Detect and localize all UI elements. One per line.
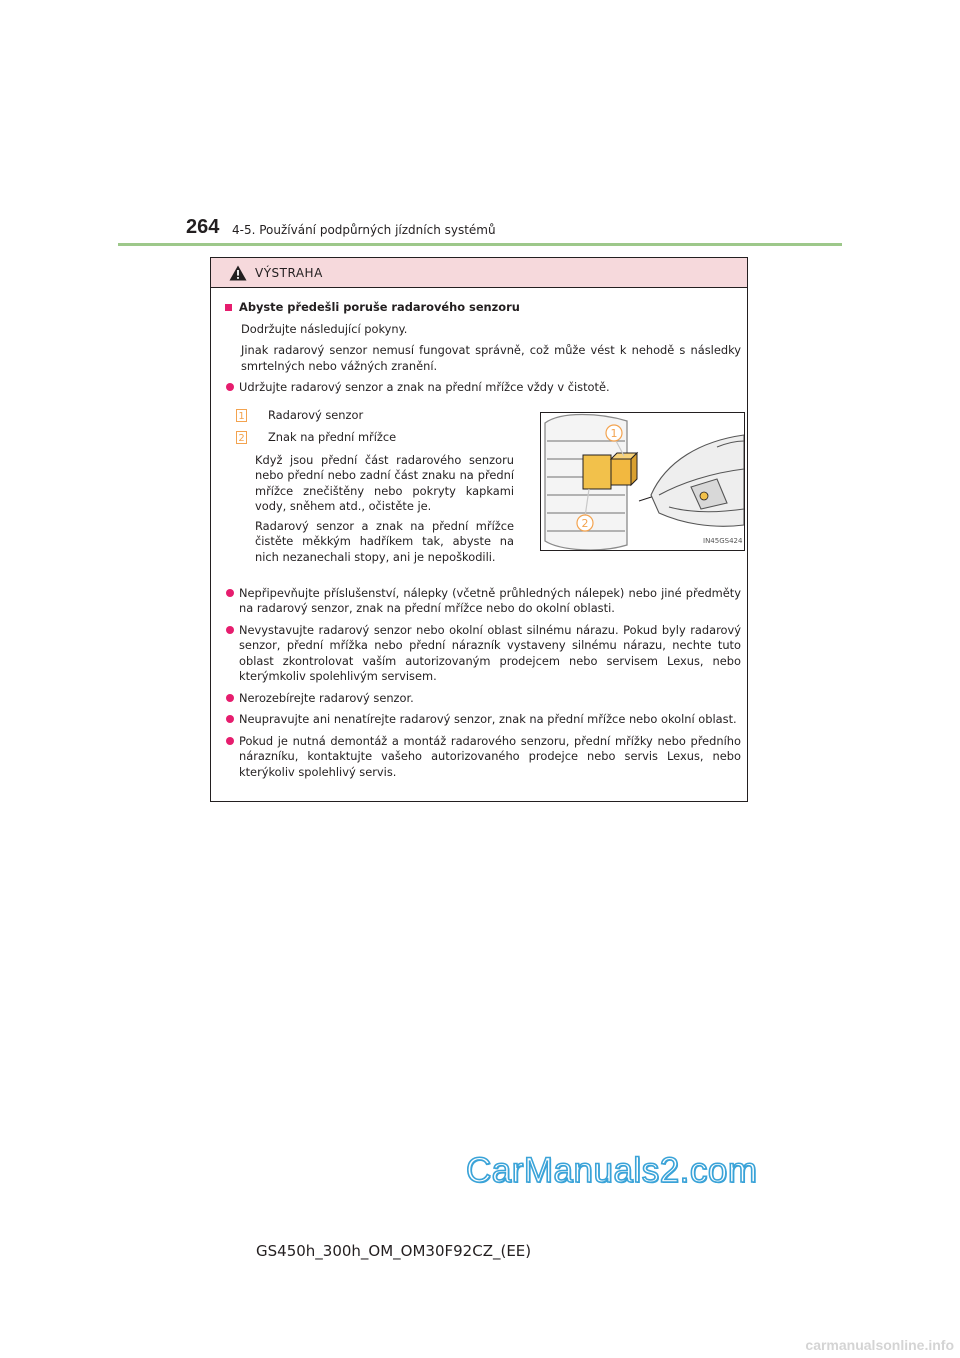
list-item-text: Neupravujte ani nenatírejte radarový senzor, znak na přední mřížce nebo okolní oblast.	[239, 712, 737, 726]
instruction-paragraph: Dodržujte následující pokyny.	[241, 321, 408, 336]
legend-number: 1	[236, 409, 247, 422]
bullet-dot-icon	[226, 626, 234, 634]
bullet-dot-icon	[226, 715, 234, 723]
list-item	[224, 734, 741, 781]
bullet-dot-icon	[226, 737, 234, 745]
legend-label: Radarový senzor	[268, 407, 364, 422]
radar-sensor-graphic	[611, 453, 637, 485]
list-item-text: Pokud je nutná demontáž a montáž radarového senzoru, přední mřížky nebo předního nárazníku, kontaktujte vašeho autorizovaného prodejce nebo servis Lexus, nebo kterýkoliv spolehlivý servis.	[239, 733, 741, 779]
warning-triangle-icon	[229, 265, 247, 281]
emblem-graphic	[583, 455, 611, 489]
page-number: 264	[186, 216, 220, 238]
list-item-text: Nerozebírejte radarový senzor.	[239, 690, 414, 705]
figure-code: IN45GS424	[703, 536, 743, 545]
legend-label: Znak na přední mřížce	[268, 430, 397, 444]
warning-box	[210, 257, 748, 802]
bottom-watermark: carmanualsonline.info	[805, 1337, 954, 1353]
warning-title: VÝSTRAHA	[255, 265, 323, 280]
bullet-dot-icon	[226, 589, 234, 597]
section-title: 4-5. Používání podpůrných jízdních systémů	[232, 223, 496, 237]
warning-heading	[224, 300, 741, 316]
watermark: CarManuals2.com	[466, 1151, 758, 1190]
list-item	[224, 586, 741, 617]
legend-note: Když jsou přední část radarového senzoru nebo přední nebo zadní část znaku na přední mřížce znečištěny nebo pokryty kapkami vody, sněhem atd., očistěte je.	[255, 452, 514, 513]
figure-legend	[236, 408, 514, 570]
legend-number: 2	[236, 431, 247, 444]
list-item-text: Udržujte radarový senzor a znak na přední mřížce vždy v čistotě.	[239, 380, 610, 394]
callout-1: 1	[610, 426, 618, 440]
callout-2: 2	[581, 516, 589, 530]
list-item	[224, 691, 741, 707]
legend-item	[236, 408, 514, 424]
list-item	[224, 623, 741, 685]
document-code: GS450h_300h_OM_OM30F92CZ_(EE)	[256, 1242, 532, 1260]
legend-item	[236, 430, 514, 446]
list-item-text: Nepřipevňujte příslušenství, nálepky (včetně průhledných nálepek) nebo jiné předměty na radarový senzor, znak na přední mřížce nebo do okolní oblasti.	[239, 585, 741, 615]
list-item-text: Nevystavujte radarový senzor nebo okolní oblast silnému nárazu. Pokud byly radarový senzor, přední mřížka nebo přední nárazník vystaveny silnému nárazu, nechte tuto oblast zkontrolovat vaším autorizovaným prodejcem nebo servisem Lexus, nebo kterýmkoliv spolehlivým servisem.	[239, 622, 741, 683]
header-rule	[118, 243, 842, 246]
bullet-dot-icon	[226, 694, 234, 702]
legend-note: Radarový senzor a znak na přední mřížce čistěte měkkým hadříkem tak, abyste na nich nezanechali stopy, ani je nepoškodili.	[255, 518, 514, 564]
bullet-dot-icon	[226, 383, 234, 391]
warning-content	[211, 288, 747, 786]
figure-block	[224, 408, 741, 578]
warning-heading-text: Abyste předešli poruše radarového senzoru	[239, 300, 520, 314]
radar-sensor-illustration	[540, 412, 745, 551]
list-item	[224, 380, 741, 396]
consequence-paragraph: Jinak radarový senzor nemusí fungovat správně, což může vést k nehodě s následky smrtelných nebo vážných zranění.	[241, 343, 741, 373]
warning-header	[211, 258, 747, 288]
list-item	[224, 712, 741, 728]
square-bullet-icon	[225, 304, 232, 311]
